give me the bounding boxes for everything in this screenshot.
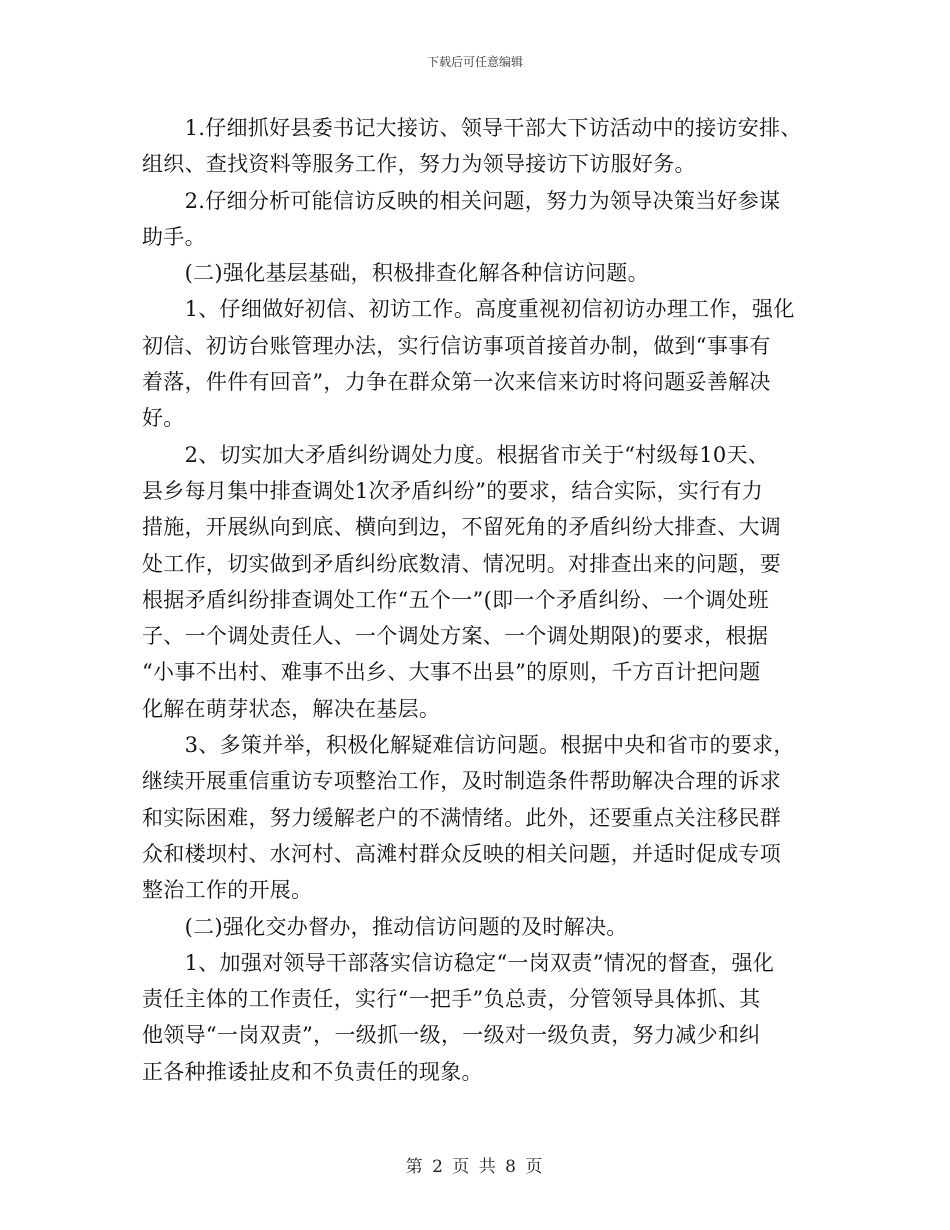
page-number: 第 2 页 共 8 页 bbox=[405, 1157, 545, 1177]
body-text-line: 正各种推诿扯皮和不负责任的现象。 bbox=[142, 1059, 483, 1084]
body-text-line: 和实际困难，努力缓解老户的不满情绪。此外，还要重点关注移民群 bbox=[142, 805, 781, 830]
body-text-line: 1、仔细做好初信、初访工作。高度重视初信初访办理工作，强化 bbox=[142, 297, 795, 322]
body-text-line: 3、多策并举，积极化解疑难信访问题。根据中央和省市的要求， bbox=[142, 733, 795, 758]
body-text-line: 众和楼坝村、水河村、高滩村群众反映的相关问题，并适时促成专项 bbox=[142, 841, 781, 866]
body-text-line: 措施，开展纵向到底、横向到边，不留死角的矛盾纠纷大排查、大调 bbox=[142, 515, 781, 540]
body-text-line: 2.仔细分析可能信访反映的相关问题，努力为领导决策当好参谋 bbox=[142, 188, 781, 213]
body-text-line: 2、切实加大矛盾纠纷调处力度。根据省市关于“村级每10天、 bbox=[142, 442, 770, 467]
body-text-line: 处工作，切实做到矛盾纠纷底数清、情况明。对排查出来的问题，要 bbox=[142, 551, 781, 576]
page-header-note: 下载后可任意编辑 bbox=[426, 55, 523, 69]
body-text-line: (二)强化交办督办，推动信访问题的及时解决。 bbox=[142, 914, 628, 939]
body-text-line: 责任主体的工作责任，实行“一把手”负总责，分管领导具体抓、其 bbox=[142, 987, 761, 1012]
body-text-line: 化解在萌芽状态，解决在基层。 bbox=[142, 696, 441, 721]
body-text-line: 他领导“一岗双责”，一级抓一级，一级对一级负责，努力减少和纠 bbox=[142, 1023, 761, 1048]
body-text-line: (二)强化基层基础，积极排查化解各种信访问题。 bbox=[142, 261, 649, 286]
body-text-line: 组织、查找资料等服务工作，努力为领导接访下访服好务。 bbox=[142, 152, 696, 177]
body-text-line: 整治工作的开展。 bbox=[142, 878, 313, 903]
body-text-line: 子、一个调处责任人、一个调处方案、一个调处期限)的要求，根据 bbox=[142, 624, 769, 649]
body-text-line: 着落，件件有回音”，力争在群众第一次来信来访时将问题妥善解决 bbox=[142, 370, 771, 395]
document-body bbox=[142, 110, 808, 1090]
body-text-line: 1.仔细抓好县委书记大接访、领导干部大下访活动中的接访安排、 bbox=[142, 116, 802, 140]
body-text-line: 初信、初访台账管理办法，实行信访事项首接首办制，做到“事事有 bbox=[142, 333, 771, 358]
body-text-line: 好。 bbox=[142, 406, 185, 431]
body-text-line: 继续开展重信重访专项整治工作，及时制造条件帮助解决合理的诉求 bbox=[142, 769, 781, 794]
body-text-line: 1、加强对领导干部落实信访稳定“一岗双责”情况的督查，强化 bbox=[142, 950, 775, 975]
body-text-line: “小事不出村、难事不出乡、大事不出县”的原则，千方百计把问题 bbox=[142, 660, 761, 685]
body-text-line: 助手。 bbox=[142, 224, 206, 249]
body-text-line: 县乡每月集中排查调处1次矛盾纠纷”的要求，结合实际，实行有力 bbox=[142, 478, 764, 503]
body-text-line: 根据矛盾纠纷排查调处工作“五个一”(即一个矛盾纠纷、一个调处班 bbox=[142, 587, 769, 612]
